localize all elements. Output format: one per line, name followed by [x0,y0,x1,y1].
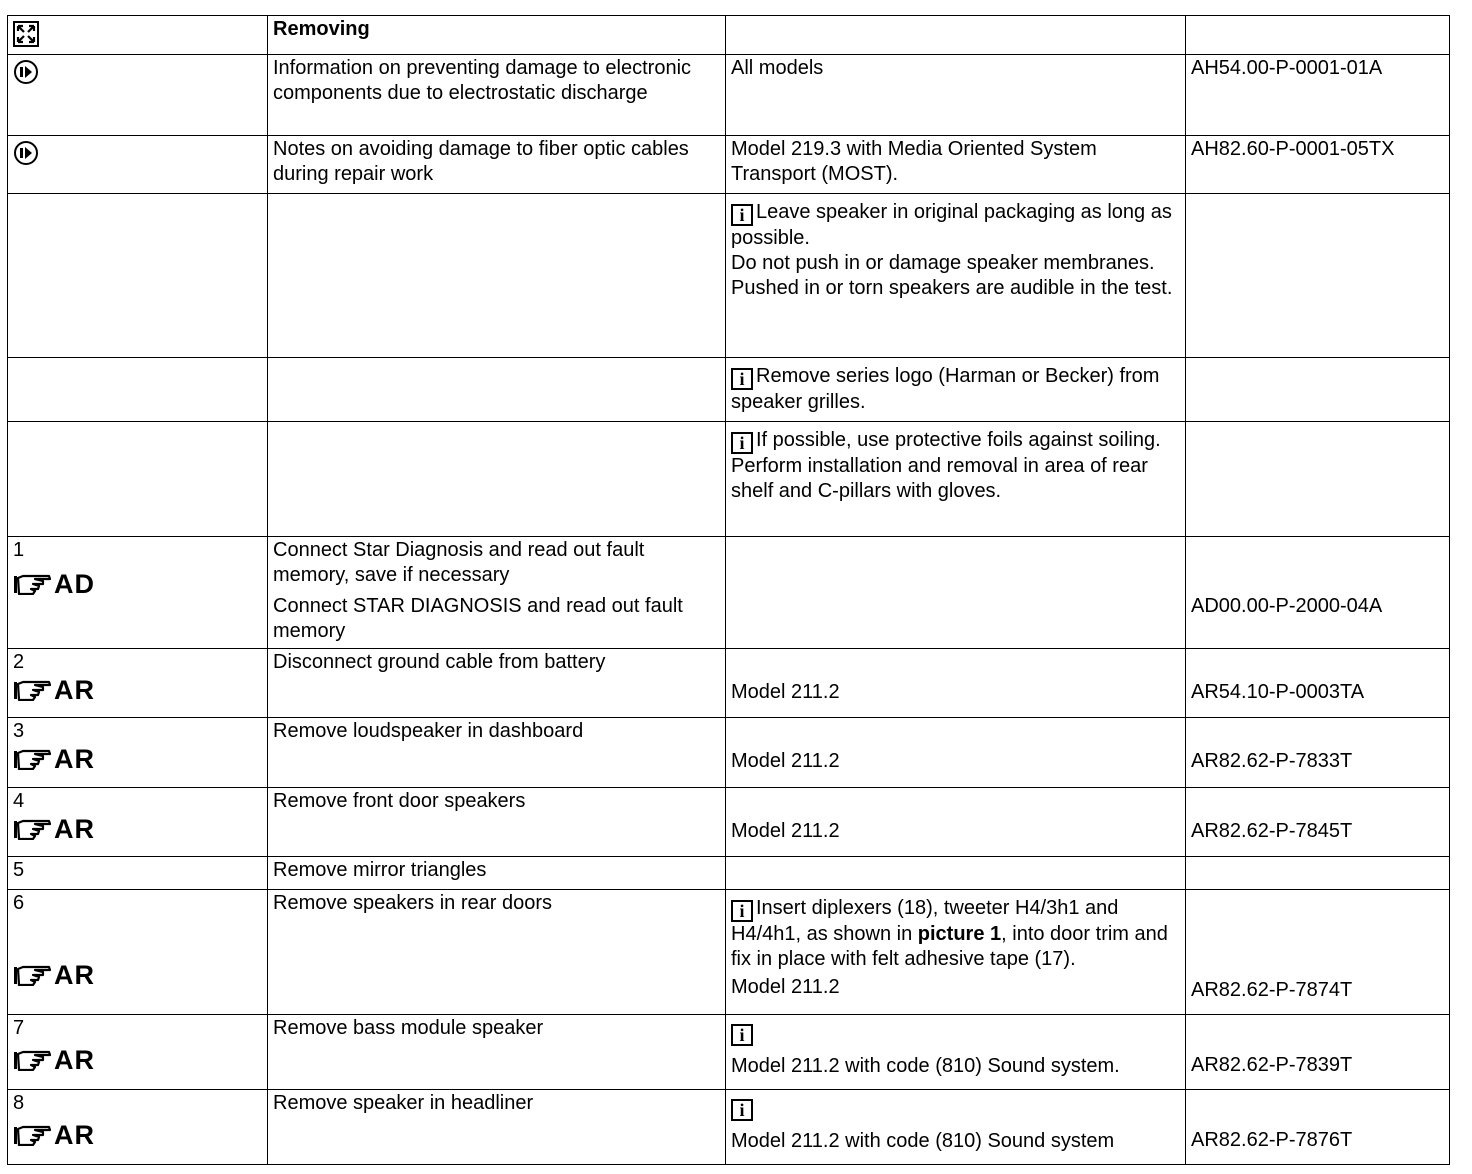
step-row: 2 AR Disconnect ground cable from battery Model 211.2 AR54.10-P-0003TA [8,649,1450,718]
info-icon: i [731,432,753,454]
pointing-hand-icon [13,1124,51,1146]
page-title: Removing [268,16,726,55]
info-icon: i [731,368,753,390]
note-row: i If possible, use protective foils against soiling. Perform installation and removal in area of rear shelf and C-pillars with gloves. [8,422,1450,537]
step-number: 3 [13,720,25,742]
step-number: 4 [13,790,25,812]
doc-reference[interactable]: AR82.62-P-7874T [1191,979,1353,1001]
doc-reference[interactable]: AR82.62-P-7876T [1191,1129,1353,1151]
info-icon: i [731,1099,753,1121]
pointing-hand-icon [13,573,51,595]
note-row: i Leave speaker in original packaging as long as possible. Do not push in or damage speaker membranes. Pushed in or torn speakers are audible in the test. [8,194,1450,358]
pointing-hand-icon [13,748,51,770]
removal-reference[interactable]: AR [13,1120,95,1150]
doc-reference[interactable]: AD00.00-P-2000-04A [1191,595,1383,617]
step-number: 1 [13,539,25,561]
pointing-hand-icon [13,818,51,840]
precaution-row: Information on preventing damage to electronic components due to electrostatic discharge All models AH54.00-P-0001-01A [8,55,1450,136]
pointing-hand-icon [13,964,51,986]
step-row: 5 Remove mirror triangles [8,857,1450,890]
expand-icon[interactable] [13,21,39,47]
caution-circle-icon [13,140,39,166]
step-row: 4 AR Remove front door speakers Model 211.2 AR82.62-P-7845T [8,788,1450,857]
step-number: 5 [8,857,268,890]
info-icon: i [731,204,753,226]
removal-reference[interactable]: AR [13,960,95,990]
step-row: 3 AR Remove loudspeaker in dashboard Model 211.2 AR82.62-P-7833T [8,718,1450,788]
doc-reference[interactable]: AH54.00-P-0001-01A [1186,55,1450,136]
doc-reference[interactable]: AR82.62-P-7833T [1191,750,1353,772]
info-icon: i [731,1024,753,1046]
step-number: 7 [13,1017,25,1039]
step-row: 6 AR Remove speakers in rear doors i Insert diplexers (18), tweeter H4/3h1 and H4/4h1, as shown in picture 1, into door trim and fix in place with felt adhesive tape (17). Model 211.2 AR82.62-P-7874T [8,890,1450,1015]
step-row: 7 AR Remove bass module speaker i Model 211.2 with code (810) Sound system. AR82.62-P-7839T [8,1015,1450,1090]
removal-reference[interactable]: AR [13,675,95,705]
step-row: 8 AR Remove speaker in headliner i Model 211.2 with code (810) Sound system AR82.62-P-7876T [8,1090,1450,1165]
step-row: 1 AD Connect Star Diagnosis and read out fault memory, save if necessary Connect STAR DIAGNOSIS and read out fault memory AD00.00-P-2000-04A [8,537,1450,649]
caution-circle-icon [13,59,39,85]
step-number: 2 [13,651,25,673]
step-number: 8 [13,1092,25,1114]
doc-reference[interactable]: AR82.62-P-7839T [1191,1054,1353,1076]
pointing-hand-icon [13,1049,51,1071]
doc-reference[interactable]: AR54.10-P-0003TA [1191,681,1365,703]
doc-reference[interactable]: AR82.62-P-7845T [1191,820,1353,842]
doc-reference[interactable]: AH82.60-P-0001-05TX [1186,136,1450,194]
header-row [8,16,1450,55]
info-icon: i [731,900,753,922]
note-row: i Remove series logo (Harman or Becker) from speaker grilles. [8,358,1450,422]
info-note: i Insert diplexers (18), tweeter H4/3h1 and H4/4h1, as shown in picture 1, into door trim and fix in place with felt adhesive tape (17). [731,897,1168,970]
precaution-row: Notes on avoiding damage to fiber optic cables during repair work Model 219.3 with Media Oriented System Transport (MOST). AH82.60-P-0001-05TX [8,136,1450,194]
procedure-table [7,15,1450,1165]
diagnosis-reference[interactable]: AD [13,569,95,599]
removal-reference[interactable]: AR [13,1045,95,1075]
removal-reference[interactable]: AR [13,744,95,774]
step-number: 6 [13,892,25,914]
pointing-hand-icon [13,679,51,701]
expand-cell [8,16,268,55]
removal-reference[interactable]: AR [13,814,95,844]
